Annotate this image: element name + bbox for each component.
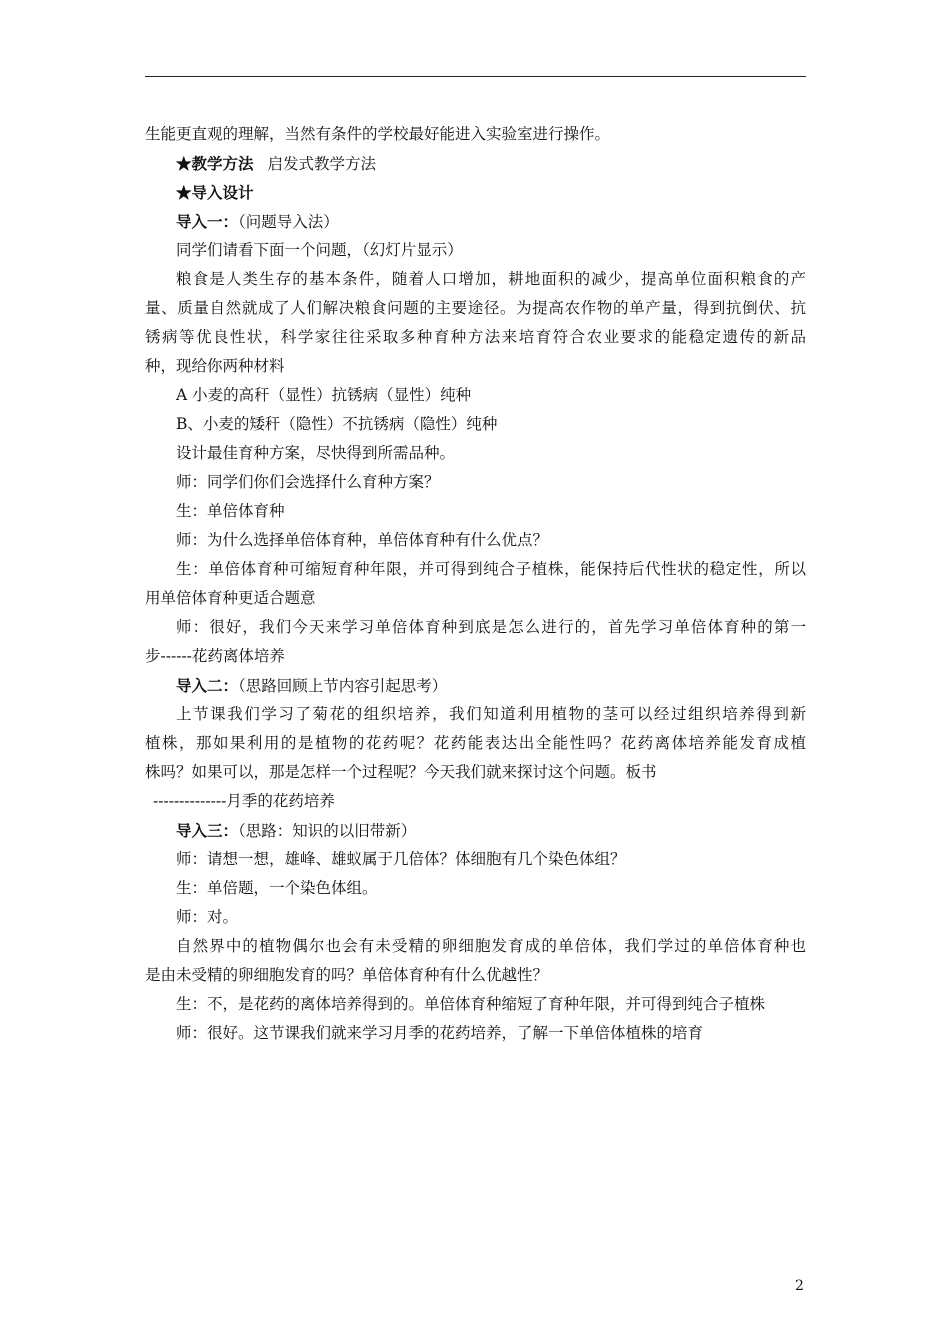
paragraph-line: 种，现给你两种材料 (145, 357, 285, 375)
dialogue-line: 生：单倍体育种可缩短育种年限，并可得到纯合子植株，能保持后代性状的稳定性，所以 (176, 560, 806, 578)
teaching-method-label: ★教学方法 (176, 154, 254, 173)
paragraph-line: 植株，那如果利用的是植物的花药呢？花药能表达出全能性吗？花药离体培养能发育成植 (145, 734, 806, 752)
dialogue-line: 师：请想一想，雄峰、雄蚁属于几倍体？体细胞有几个染色体组？ (176, 850, 626, 868)
intro-two-line (145, 671, 806, 700)
paragraph-line: 设计最佳育种方案，尽快得到所需品种。 (176, 444, 456, 462)
page-number: 2 (795, 1278, 804, 1294)
paragraph-line: 生能更直观的理解，当然有条件的学校最好能进入实验室进行操作。 (145, 125, 611, 143)
intro-three-note: （思路：知识的以旧带新） (238, 822, 417, 840)
paragraph-line: 同学们请看下面一个问题，（幻灯片显示） (176, 241, 463, 259)
teaching-method-line (145, 149, 806, 178)
intro-one-label: 导入一： (176, 212, 239, 231)
dialogue-line: 师：很好。这节课我们就来学习月季的花药培养，了解一下单倍体植株的培育 (176, 1024, 704, 1042)
material-b-line: B、小麦的矮秆（隐性）不抗锈病（隐性）纯种 (176, 415, 498, 433)
intro-three-line (145, 816, 806, 845)
paragraph-line: 锈病等优良性状，科学家往往采取多种育种方法来培育符合农业要求的能稳定遗传的新品 (145, 328, 806, 346)
dialogue-line: 师：对。 (176, 908, 239, 926)
paragraph-line: 粮食是人类生存的基本条件，随着人口增加，耕地面积的减少，提高单位面积粮食的产 (176, 270, 806, 288)
paragraph-line: 上节课我们学习了菊花的组织培养，我们知道利用植物的茎可以经过组织培养得到新 (176, 705, 806, 723)
dialogue-line: 生：单倍体育种 (176, 502, 285, 520)
dialogue-line: 生：不，是花药的离体培养得到的。单倍体育种缩短了育种年限，并可得到纯合子植株 (176, 995, 766, 1013)
header-rule (145, 76, 806, 77)
intro-one-note: （问题导入法） (238, 213, 339, 231)
intro-two-note: （思路回顾上节内容引起思考） (238, 677, 448, 695)
paragraph-line: 是由未受精的卵细胞发育的吗？单倍体育种有什么优越性？ (145, 966, 549, 984)
paragraph-line: 量、质量自然就成了人们解决粮食问题的主要途径。为提高农作物的单产量，得到抗倒伏、抗 (145, 299, 806, 317)
intro-three-label: 导入三： (176, 821, 239, 840)
dialogue-line: 师：同学们你们会选择什么育种方案？ (176, 473, 440, 491)
document-body (145, 120, 806, 1048)
dialogue-line: 师：为什么选择单倍体育种，单倍体育种有什么优点？ (176, 531, 549, 549)
dialogue-line: 用单倍体育种更适合题意 (145, 589, 316, 607)
teaching-method-value: 启发式教学方法 (267, 155, 377, 173)
paragraph-line: --------------月季的花药培养 (153, 792, 335, 810)
intro-design-heading: ★导入设计 (176, 183, 254, 202)
dialogue-line: 师：很好，我们今天来学习单倍体育种到底是怎么进行的，首先学习单倍体育种的第一 (176, 618, 806, 636)
material-a-line: A 小麦的高秆（显性）抗锈病（显性）纯种 (176, 386, 472, 404)
intro-one-line (145, 207, 806, 236)
paragraph-line: 自然界中的植物偶尔也会有未受精的卵细胞发育成的单倍体，我们学过的单倍体育种也 (176, 937, 806, 955)
intro-two-label: 导入二： (176, 676, 239, 695)
dialogue-line: 生：单倍题，一个染色体组。 (176, 879, 378, 897)
dialogue-line: 步------花药离体培养 (145, 647, 285, 665)
paragraph-line: 株吗？如果可以，那是怎样一个过程呢？今天我们就来探讨这个问题。板书 (145, 763, 657, 781)
